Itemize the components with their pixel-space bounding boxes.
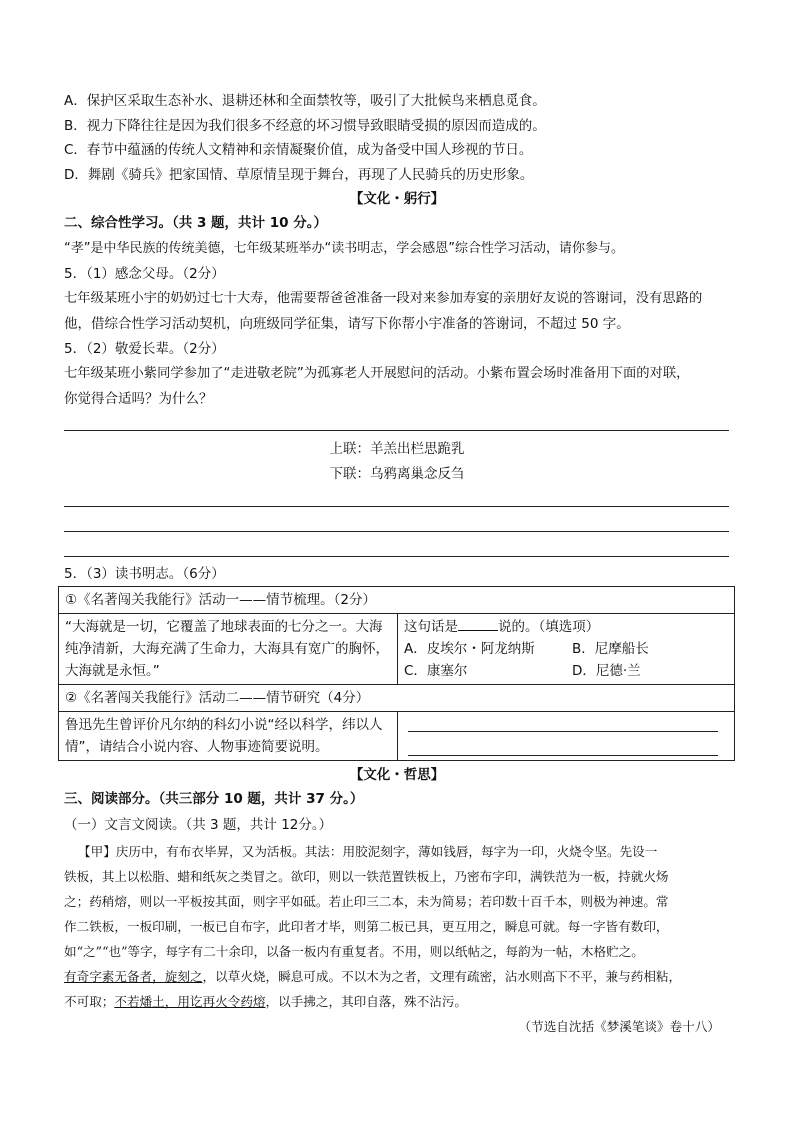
classical-text-line: 【甲】庆历中，有布衣毕昇，又为活板。其法：用胶泥刻字，薄如钱唇，每字为一印，火烧令坚。先设一 bbox=[78, 844, 658, 859]
prompt-after: 说的。（填选项） bbox=[498, 619, 600, 635]
activity1-title: ①《名著闯关我能行》活动一——情节梳理。（2分） bbox=[59, 587, 735, 614]
answer-line[interactable] bbox=[408, 714, 718, 732]
classical-text-line bbox=[64, 968, 681, 986]
choice-options bbox=[404, 638, 728, 682]
answer-line[interactable] bbox=[408, 738, 718, 756]
q1-title: 5．（1）感念父母。（2分） bbox=[64, 266, 225, 282]
answer-line[interactable] bbox=[64, 506, 729, 507]
text-start: 不可取； bbox=[64, 994, 115, 1009]
classical-text-line bbox=[64, 993, 467, 1011]
choice-a[interactable]: A．皮埃尔・阿龙纳斯 bbox=[404, 641, 535, 657]
text-source: （节选自沈括《梦溪笔谈》卷十八） bbox=[518, 1019, 720, 1034]
answer-line[interactable] bbox=[64, 531, 729, 532]
couplet-lower: 下联：乌鸦离巢念反刍 bbox=[329, 466, 465, 482]
activity2-text: 鲁迅先生曾评价凡尔纳的科幻小说“经以科学，纬以人情”，请结合小说内容、人物事迹简要说明。 bbox=[59, 712, 398, 761]
option-d: D．舞剧《骑兵》把家国情、草原情呈现于舞台，再现了人民骑兵的历史形象。 bbox=[64, 167, 534, 183]
text-rest: ，以手拂之，其印自落，殊不沾污。 bbox=[265, 994, 467, 1009]
reading-activity-table bbox=[58, 586, 735, 761]
q3-title: 5．（3）读书明志。（6分） bbox=[64, 566, 225, 582]
choice-b[interactable]: B．尼摩船长 bbox=[572, 641, 649, 657]
choice-d[interactable]: D．尼德·兰 bbox=[572, 663, 641, 679]
section3-sub-heading: （一）文言文阅读。（共 3 题，共计 12分。） bbox=[64, 817, 333, 833]
section-banner-culture-philosophy: 【文化・哲思】 bbox=[349, 767, 445, 783]
option-a: A．保护区采取生态补水、退耕还林和全面禁牧等，吸引了大批候鸟来栖息觅食。 bbox=[64, 93, 546, 109]
fill-blank[interactable] bbox=[458, 617, 498, 631]
section3-heading: 三、阅读部分。（共三部分 10 题，共计 37 分。） bbox=[64, 791, 364, 807]
section-banner-culture-practice: 【文化・躬行】 bbox=[349, 191, 445, 207]
prompt-before: 这句话是 bbox=[404, 619, 458, 635]
classical-text-line: 铁板，其上以松脂、蜡和纸灰之类冒之。欲印，则以一铁范置铁板上，乃密布字印，满铁范为一板，持就火炀 bbox=[64, 869, 669, 884]
option-c: C．春节中蕴涵的传统人文精神和亲情凝聚价值，成为备受中国人珍视的节日。 bbox=[64, 142, 533, 158]
underlined-phrase: 不若燔土，用讫再火令药熔 bbox=[114, 994, 266, 1009]
section2-heading: 二、综合性学习。（共 3 题，共计 10 分。） bbox=[64, 215, 327, 231]
choice-c[interactable]: C．康塞尔 bbox=[404, 663, 468, 679]
classical-text-line: 如“之”“也”等字，每字有二十余印，以备一板内有重复者。不用，则以纸帖之，每韵为一帖，木格贮之。 bbox=[64, 944, 644, 959]
answer-area[interactable] bbox=[398, 712, 735, 761]
answer-line[interactable] bbox=[64, 556, 729, 557]
underlined-phrase: 有奇字素无备者，旋刻之 bbox=[64, 969, 203, 984]
choice-cell bbox=[398, 614, 735, 685]
q1-text-line1: 七年级某班小宇的奶奶过七十大寿，他需要帮爸爸准备一段对来参加寿宴的亲朋好友说的答谢词，没有思路的 bbox=[64, 291, 703, 306]
answer-line[interactable] bbox=[64, 430, 729, 431]
quote-cell: “大海就是一切，它覆盖了地球表面的七分之一。大海纯净清新，大海充满了生命力，大海具有宽广的胸怀，大海就是永恒。” bbox=[59, 614, 398, 685]
q1-text-line2: 他，借综合性学习活动契机，向班级同学征集，请写下你帮小宇准备的答谢词，不超过 50 字。 bbox=[64, 316, 630, 332]
q2-title: 5．（2）敬爱长辈。（2分） bbox=[64, 341, 225, 357]
q2-text-line1: 七年级某班小紫同学参加了“走进敬老院”为孤寡老人开展慰问的活动。小紫布置会场时准备用下面的对联， bbox=[64, 366, 690, 381]
classical-text-line: 作二铁板，一板印刷，一板已自布字，此印者才毕，则第二板已具，更互用之，瞬息可就。每一字皆有数印， bbox=[64, 919, 669, 934]
option-b: B．视力下降往往是因为我们很多不经意的坏习惯导致眼睛受损的原因而造成的。 bbox=[64, 118, 546, 134]
classical-text-line: 之；药稍熔，则以一平板按其面，则字平如砥。若止印三二本，未为简易；若印数十百千本，则极为神速。常 bbox=[64, 894, 669, 909]
fill-prompt bbox=[404, 616, 728, 638]
activity2-title: ②《名著闯关我能行》活动二——情节研究（4分） bbox=[59, 685, 735, 712]
couplet-upper: 上联：羊羔出栏思跪乳 bbox=[329, 441, 465, 457]
text-rest: ，以草火烧，瞬息可成。不以木为之者，文理有疏密，沾水则高下不平，兼与药相粘， bbox=[202, 969, 682, 984]
q2-text-line2: 你觉得合适吗？为什么？ bbox=[64, 391, 213, 407]
section2-intro: “孝”是中华民族的传统美德，七年级某班举办“读书明志，学会感恩”综合性学习活动，请你参与。 bbox=[64, 241, 624, 256]
